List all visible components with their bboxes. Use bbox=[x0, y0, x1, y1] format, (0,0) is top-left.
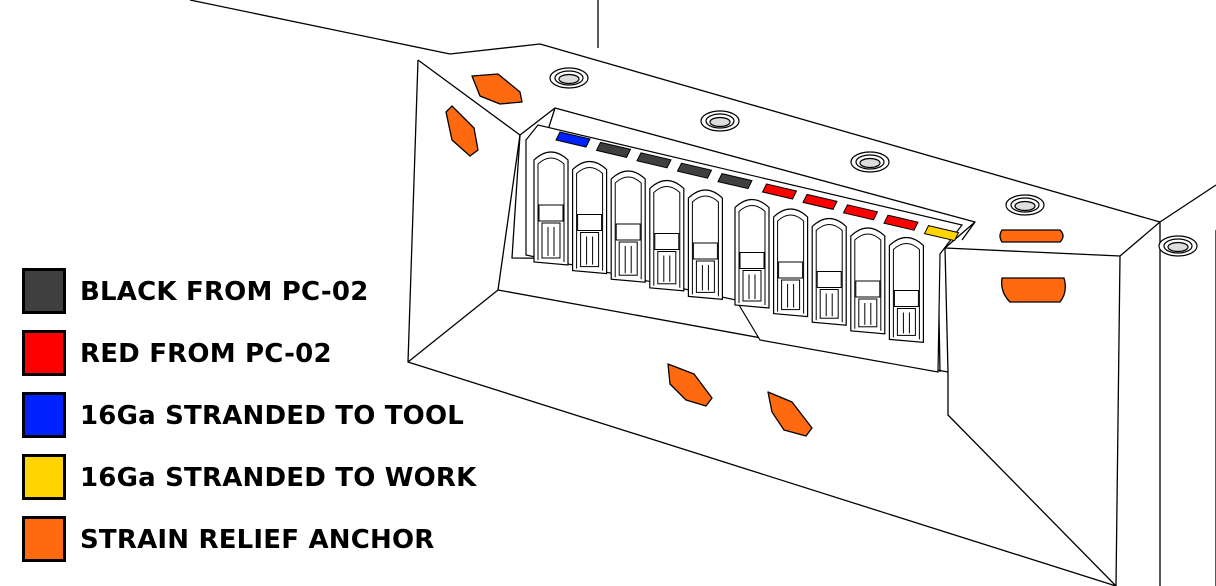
legend-label-red: RED FROM PC-02 bbox=[80, 339, 332, 369]
legend-swatch-black bbox=[22, 268, 66, 314]
mounting-screw bbox=[1159, 236, 1197, 256]
strain-relief-anchor bbox=[668, 364, 712, 406]
terminal-cell bbox=[534, 152, 568, 265]
legend-swatch-blue bbox=[22, 392, 66, 438]
terminal-cell bbox=[688, 190, 722, 299]
terminal-cell bbox=[889, 238, 923, 343]
strain-relief-anchor bbox=[472, 74, 522, 104]
terminal-cell bbox=[735, 200, 769, 309]
legend-label-blue: 16Ga STRANDED TO TOOL bbox=[80, 401, 465, 431]
mounting-screw bbox=[1006, 195, 1044, 215]
legend-label-orange: STRAIN RELIEF ANCHOR bbox=[80, 525, 435, 555]
mounting-screw bbox=[701, 111, 739, 131]
terminal-cell bbox=[650, 181, 684, 291]
mounting-screw bbox=[550, 68, 588, 88]
terminal-cell bbox=[611, 171, 645, 282]
legend-swatch-orange bbox=[22, 516, 66, 562]
legend-label-black: BLACK FROM PC-02 bbox=[80, 277, 369, 307]
legend-swatch-yellow bbox=[22, 454, 66, 500]
terminal-cell bbox=[774, 209, 808, 317]
strain-relief-anchor bbox=[446, 106, 478, 156]
mounting-screw bbox=[851, 152, 889, 172]
legend-swatch-red bbox=[22, 330, 66, 376]
legend-label-yellow: 16Ga STRANDED TO WORK bbox=[80, 463, 477, 493]
terminal-cell bbox=[573, 162, 607, 274]
strain-relief-anchor bbox=[1000, 230, 1063, 242]
terminal-cell bbox=[851, 228, 885, 334]
strain-relief-anchor bbox=[1002, 278, 1066, 302]
strain-relief-anchor bbox=[768, 392, 812, 436]
terminal-cell bbox=[812, 219, 846, 326]
